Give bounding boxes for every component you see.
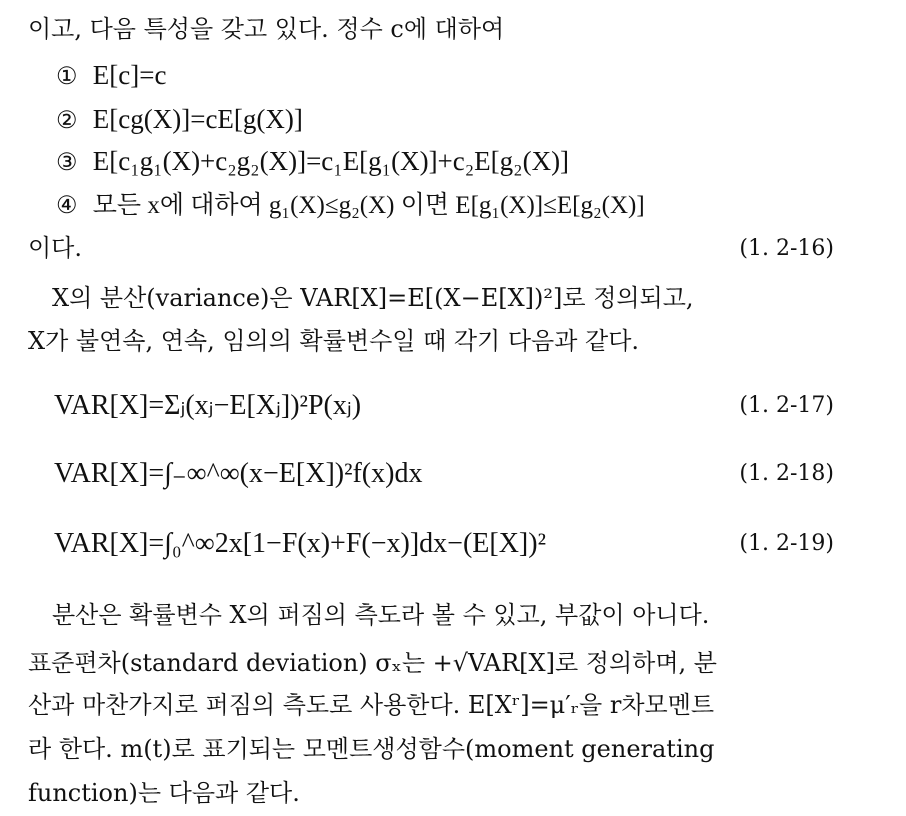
property-3-marker: ③ [56,148,78,176]
equation-number-16: (1. 2-16) [739,236,834,261]
paragraph3-line-4: 라 한다. m(t)로 표기되는 모멘트생성함수(moment generating [28,735,715,763]
property-4 [56,190,645,221]
variance-def-line: X의 분산(variance)은 VAR[X]=E[(X−E[X])²]로 정의되고, [52,284,694,312]
equation-18: VAR[X]=∫₋∞^∞(x−E[X])²f(x)dx [54,458,423,489]
equation-19: VAR[X]=∫₀^∞2x[1−F(x)+F(−x)]dx−(E[X])² [54,528,546,559]
property-1 [56,60,166,91]
property-2-marker: ② [56,106,78,134]
property-2-formula: E[cg(X)]=cE[g(X)] [92,104,303,134]
equation-number-18: (1. 2-18) [739,461,834,486]
equation-number-17: (1. 2-17) [739,393,834,418]
property-3-formula: E[c₁g₁(X)+c₂g₂(X)]=c₁E[g₁(X)]+c₂E[g₂(X)] [92,146,570,176]
closing-line: 이다. [28,234,82,262]
property-3 [56,146,569,177]
property-4-formula: 모든 x에 대하여 g₁(X)≤g₂(X) 이면 E[g₁(X)]≤E[g₂(X)] [92,192,645,219]
property-2 [56,104,303,135]
equation-17: VAR[X]=Σⱼ(xⱼ−E[Xⱼ])²P(xⱼ) [54,390,362,421]
paragraph3-line-3: 산과 마찬가지로 퍼짐의 측도로 사용한다. E[Xʳ]=μ′ᵣ을 r차모멘트 [28,691,715,719]
paragraph3-line-5: function)는 다음과 같다. [28,779,300,807]
paragraph3-line-2: 표준편차(standard deviation) σₓ는 +√VAR[X]로 정의하며, 분 [28,649,717,677]
intro-line: 이고, 다음 특성을 갖고 있다. 정수 c에 대하여 [28,15,505,43]
property-1-marker: ① [56,62,78,90]
variance-cases-line: X가 불연속, 연속, 임의의 확률변수일 때 각기 다음과 같다. [28,327,640,355]
property-4-marker: ④ [56,191,78,219]
property-1-formula: E[c]=c [92,60,167,90]
equation-number-19: (1. 2-19) [739,531,834,556]
paragraph3-line-1: 분산은 확률변수 X의 퍼짐의 측도라 볼 수 있고, 부값이 아니다. [52,601,710,629]
